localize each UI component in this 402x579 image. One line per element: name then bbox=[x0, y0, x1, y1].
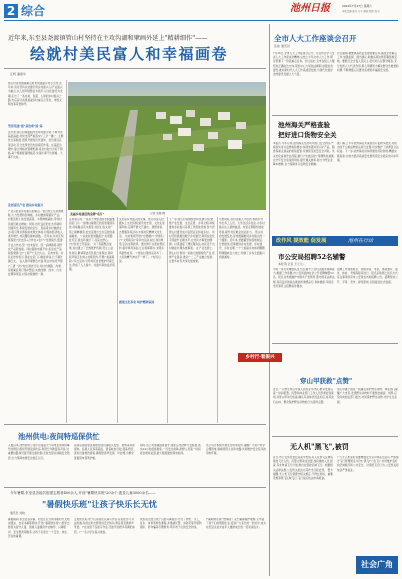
right-divider-3 bbox=[272, 436, 398, 437]
mid-left-body-col1: 入夏以来,池州供电公司针对高温天气用电负荷持续攀升的情况,组织开展夜间特巡,利用红外测温等手段,对重要线路和设备开展全面检测,及时发现并消除安全隐患,全力保障电网安全稳定运行。 bbox=[8, 444, 70, 460]
right-news3-byline: 本报讯(记者 王元元) bbox=[278, 262, 304, 266]
right-news4-body-a: 近日,一只野生穿山甲误入居民家中,热心群众发现后第一时间报警。民警和林业部门工作人员迅速赶到现场,对穿山甲进行检查,确认其身体状况良好后,将其放归山林。群众保护野生动物的行为获得点赞。 bbox=[273, 388, 334, 404]
right-news3-title: 市公安局招聘52名辅警 bbox=[278, 253, 346, 261]
lead-body-col1b: 近年来,管山村两委始终坚持党建引领,不断夯实基层基础,村党支部严格落实\"三会一课\"、主题党日等制度,组织开展党员先锋岗、党员责任区等活动,充分发挥党员先锋模范作用。在基层治理中,建立网格化管理机制,将全村划分为若干网格,每个网格配备网格员,实现小事不出网格、大事不出村。 bbox=[8, 131, 64, 160]
lead-title: 绘就村美民富人和幸福画卷 bbox=[30, 45, 229, 63]
right-mid-title-2: 把好进口货物安全关 bbox=[278, 131, 337, 139]
lead-body-col5: 与此同时,该村注重人才培养,积极引导外出务工人员、大学生返乡创业,为乡村振兴注入新鲜血液。村里定期组织技能培训,提升村民就业创业能力。 管山村的发展变化,是尧渡镇推进乡村振兴的一个缩影。近年来,尧渡镇坚持因地制宜、分类推进,统筹推进乡村发展、乡村建设、乡村治理,一个个美丽乡村如同颗颗明珠镶嵌在大地上,绘就了乡村全面振兴的新画卷。 bbox=[219, 218, 265, 259]
right-top-byline: 张炜 通讯员 bbox=[274, 44, 290, 48]
village-aerial-photo bbox=[68, 82, 266, 210]
campaign-banner-label: 改作风 提效能 促发展 bbox=[276, 238, 327, 244]
bottom-body-col4: \"暑期快乐班\"既解决了家长暑期看护难题,又丰富了孩子们的假期生活,受到广大家长的一致好评,成为东至县关爱未成年人健康成长的一张亮丽名片。 bbox=[206, 518, 266, 530]
bottom-byline: 通讯员 刘晓 bbox=[10, 511, 25, 515]
right-news4-body-b: 穿山甲属于国家一级重点保护野生动物。林业部门提醒广大市民,发现野生动物时不要擅自捕捉、饲养,应及时向相关部门报告,共同保护野生动物,守护生态家园。 bbox=[337, 388, 398, 404]
lead-col-divider-4 bbox=[217, 217, 218, 423]
editor-line: 本版责编:张兵 范子 排版:张静 校:王 bbox=[342, 10, 381, 13]
campaign-banner-slogan: 池州在行动 bbox=[348, 238, 374, 244]
mid-left-title: 池州供电:夜间特巡保供忙 bbox=[18, 432, 100, 441]
bottom-kicker: 今年暑期,东至县各地共组建志愿者400余人,开设"暑期快乐班"20余个,惠及儿童3000余名—— bbox=[10, 491, 156, 495]
section-label: 综合 bbox=[21, 4, 46, 18]
lead-body-col2: 走进管山村,一条条干净整洁的水泥路通到家门口,一排排白墙黛瓦的民居错落有致,房前屋后花木葱茏,村民们在文化广场上跳舞健身,处处呈现出生态宜居的美丽画卷。 \"以前村里道路泥泞,垃圾随处可见,现在环境好了,住着也舒心。\"村民老王笑着说。 为了巩固整治成果,该村建立了长效管护机制,设立公益性岗位,聘请保洁员负责日常保洁,同时将环境卫生纳入村规民约,开展\"美丽庭院\"评比活动,引导村民自觉维护环境卫生,形成了人人参与、共建共享的良好氛围。 bbox=[69, 218, 115, 272]
lead-col-divider-2 bbox=[117, 217, 118, 423]
right-mid-body-a: 本报讯 今年以来,池州海关坚决筑牢国门安全防线,严格落实进口货物查验要求,持续加强对进口矿产品、粮食等重点商品的检验监管,有效防范质量安全风险。该关优化查验作业流程,推行\"先放后检\"等便利化措施,在守牢安全底线的同时,提升通关效率,助力外贸企业降本增效,全力保障进口货物安全顺畅。 bbox=[273, 142, 335, 167]
mid-divider bbox=[4, 424, 266, 425]
right-news3-body-b: 招聘工作按照报名、资格审查、笔试、体能测评、面试、体检、考察等程序进行。报名采取网上报名方式,有关事项详见市公安局发布的招聘公告。招聘坚持公开、平等、竞争、择优原则,全程接受社会监督。 bbox=[337, 268, 399, 284]
lead-body-col1a: 管山村是尧渡镇重点培育的美丽乡村示范村,近年来,该村坚持以党建引领乡村振兴,以产业振兴为重点,以人居环境整治为抓手,以文化建设为灵魂,走出了一条村美、民富、人和的乡村振兴之路,先后获评省级美丽乡村重点示范村、市级文明村等荣誉称号。 bbox=[8, 82, 63, 107]
newspaper-logo: 池州日报 bbox=[290, 3, 330, 14]
bottom-body-col1: 暑假期间,东至县各乡镇、村社区充分利用新时代文明实践站、农家书屋等阵地,开设\"暑期快乐班\",组织志愿者为留守儿童、困境儿童提供作业辅导、兴趣培训、安全教育等服务,让孩子们度过一个安全、快乐、充实的暑假。 bbox=[8, 518, 70, 538]
bottom-title: "暑假快乐班"让孩子快乐长无忧 bbox=[42, 499, 157, 509]
lead-subhead-1: 坚持党建"强"基治理"固"基 bbox=[8, 124, 43, 128]
lead-col-divider-3 bbox=[167, 217, 168, 423]
lead-subhead-3: 做强文化事业 呵护精神家园 bbox=[119, 300, 155, 304]
lead-photo-byline: 记者 吴刚 摄 bbox=[150, 212, 165, 215]
page-column-divider bbox=[269, 24, 270, 576]
right-news4-title: 穿山甲获救"点赞" bbox=[300, 377, 353, 385]
right-news5-body-a: 近日,市公安局民警在巡查中发现,有人在禁飞区域违规放飞无人机。民警立即前往处置,找到操控人员,经查,其未申请飞行计划,擅自在管控区域飞行。根据相关法律法规,公安机关依法对其作出行政处罚。 警方提醒,无人机飞行须遵守相关规定,不得在机场、重要设施等禁飞区域飞行,飞行前应依法申请报备。 bbox=[273, 456, 333, 481]
mid-left-body-col4: 该公司还积极开展安全用电宣传,提醒广大用户科学合理用电,错峰使用大功率电器,共同维护安全有序的用电环境。 bbox=[206, 444, 266, 456]
lead-col-divider-1 bbox=[66, 80, 67, 423]
lead-kicker: 近年来,东至县尧渡镇管山村坚持在主攻沟湖和擘画外延上"精耕细作"—— bbox=[8, 35, 208, 42]
right-mid-body-b: 据了解,上半年池州海关共查验进口货物多批次,对检出的不合格货物依法进行处置,切实维护了消费者合法权益。下一步,池州海关将持续强化风险防控,精准实施查验,为地方经济高质量发展营造安全稳定的口岸环境。 bbox=[337, 142, 399, 162]
corner-badge: 社会广角 bbox=[356, 556, 398, 574]
bottom-divider bbox=[4, 487, 266, 488]
lead-body-col3: 文化是乡村振兴的灵魂。管山村深入挖掘本土文化资源,建设村史馆、文化礼堂等阵地,定期开展文艺演出、道德讲堂、志愿服务等活动,丰富村民精神文化生活。 该村积极开展\"好婆婆\"\"好媳妇\"\"文明家庭\"等评选活动,树立身边典型,弘扬文明新风。通过修订完善村规民约,倡导移风易俗,红白喜事简办,文明乡风蔚然成风。 \"现在村里的活动多了,大家的精气神也不一样了。\"村民们说。 bbox=[119, 218, 165, 264]
right-divider-2 bbox=[272, 343, 398, 344]
rural-section-tag: 乡村行·看振兴 bbox=[238, 353, 282, 362]
right-top-body-a: 7月26日,全市人大工作座谈会召开。会议传达学习全省人大工作座谈会精神,总结上半年全市人大工作,研究部署下一阶段重点任务。会议指出,全市各级人大要坚持正确政治方向,紧扣中心大局依法履职,加强自身建设,推动新时代人大工作高质量发展,为现代化美好池州建设贡献人大力量。 bbox=[273, 52, 335, 77]
page-number-badge: 2 bbox=[4, 4, 18, 18]
lead-body-col4: 下一步,管山村将继续坚持党建引领,聚焦产业发展、生态宜居、乡风文明,持续推进乡村振兴各项工作落地见效,努力把管山村建设成为宜居宜业和美乡村。 该村还积极推进数字乡村建设,利用信息化手段提升治理水平,让村民办事更加便捷。村里建起了便民服务站,村民足不出村就能办理各类事项。 在产业发展上,管山村计划进一步做大做强特色产业,延伸产业链条,推动一二三产业融合发展,让更多村民共享发展成果。 bbox=[169, 218, 215, 264]
bottom-body-col2: 走进快乐班,孩子们有的在认真写作业,有的在学习书法绘画,有的在听志愿者讲安全知识,教室里充满欢声笑语。\"在这里不仅能写作业,还能学到很多有趣的东西。\"一名小学生高兴地说。 bbox=[74, 518, 136, 534]
right-top-body-b: 会议强调,要聚焦高质量发展首要任务,围绕全市重点工作,加强监督、提出建议,助推各项决策部署落地见效。要践行全过程人民民主,密切同人民群众联系,充分发挥人大代表作用,用心用情用力解决群众急难愁盼问题,不断增强人民群众获得感幸福感安全感。 bbox=[337, 52, 399, 72]
lead-photo-caption: 美丽乡村建设的金牌"名片" bbox=[70, 212, 105, 216]
right-news3-body-a: 为进一步充实辅警队伍力量,提升公安机关服务保障能力,根据工作需要,市公安局面向社会公开招聘辅警52名。报名对象须拥护中国共产党领导,遵守国家法律法规,具有良好的政治素质和道德品行,身体健康,年龄及学历等符合招聘条件要求。 bbox=[273, 268, 335, 288]
issue-date: 2024年7月27日 星期六 bbox=[342, 4, 373, 8]
bottom-body-col3: 快乐班还结合孩子们的兴趣爱好,开设了剪纸、手工、音乐、体育等特色课程,并邀请民警、消防员等开展防溺水、防诈骗等专题教育,筑牢孩子们的安全防线。 bbox=[140, 518, 202, 530]
right-divider-1 bbox=[272, 115, 398, 116]
lead-byline: 江帆 潘振华 bbox=[10, 72, 26, 76]
mid-left-body-col2: 夜间巡视能更直观地发现设备接头发热、放电等异常现象。巡视人员顶着高温、冒着蚊虫叮咬,逐基杆塔、逐台设备细致排查,确保隐患早发现、早处理,为群众度夏用电保驾护航。 bbox=[74, 444, 136, 460]
lead-subhead-2: 发展富民产业 推动乡村振兴 bbox=[8, 203, 44, 207]
lead-photo bbox=[68, 82, 266, 210]
right-mid-title-1: 池州海关严格查验 bbox=[278, 121, 330, 129]
mid-left-body-col3: 同时,该公司加强值班值守,强化应急抢修力量配置,落实24小时值班制度,一旦发生故障,抢修人员第一时间赶赴现场处置,最大限度缩短停电时间。 bbox=[140, 444, 201, 456]
right-news5-body-b: 广大无人机爱好者要增强安全意识和法治意识,严格遵守飞行管理规定,切勿\"黑飞\"\"乱飞\",共同维护良好的空域秩序和公共安全。对违规飞行行为,公安机关将依法严肃查处。 bbox=[337, 456, 399, 472]
lead-body-col1c: 产业兴旺是乡村振兴的重点。管山村立足资源禀赋,大力发展特色种植、乡村旅游等富民产业。村里流转土地发展蔬菜、水果种植基地,带动村民就近就业增收。同时,依托良好的生态环境和田园风光,积极发展农家乐、民宿等乡村旅游业态,吸引周边游客前来观光体验,村集体经济收入逐年增长,村民腰包越来越鼓。 近年来,该村还积极探索\"党支部+合作社+农户\"发展模式,组建专业合作社,统一技术指导、统一品牌销售,提升农产品附加值。同时借助电商平台,拓宽农产品销售渠道,让\"土特产\"走出大山、走向市场。村民们纷纷表示,现在在家门口就能挣钱,日子越过越红火。 在人居环境整治方面,管山村持续开展\"三清一改\"村庄清洁行动,对村内道路、沟渠、房前屋后进行集中整治,实施改厕、改水、污水处理等项目,村容村貌焕然一新。 bbox=[8, 210, 64, 277]
right-top-title: 全市人大工作座谈会召开 bbox=[274, 34, 357, 43]
right-news5-title: 无人机"黑飞",被罚 bbox=[290, 442, 349, 451]
masthead-rule bbox=[4, 20, 398, 21]
lead-rule bbox=[4, 68, 266, 69]
